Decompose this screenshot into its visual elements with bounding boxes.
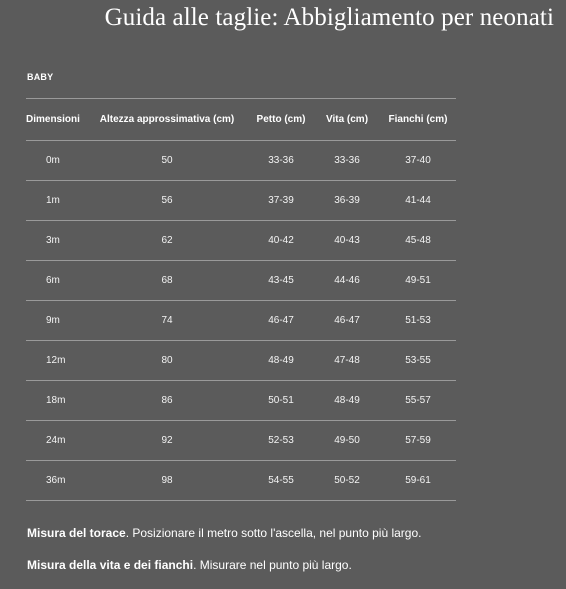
table-row: [26, 341, 456, 381]
chest-measure-note: [27, 526, 421, 540]
cell-altezza: 80: [161, 355, 173, 366]
cell-altezza: 50: [161, 155, 173, 166]
size-table: [26, 98, 456, 501]
cell-petto: 54-55: [268, 475, 294, 486]
cell-dimensioni: 9m: [46, 315, 60, 326]
cell-dimensioni: 6m: [46, 275, 60, 286]
cell-altezza: 92: [161, 435, 173, 446]
waist-hips-measure-note: [27, 558, 352, 572]
cell-dimensioni: 18m: [46, 395, 66, 406]
cell-dimensioni: 24m: [46, 435, 66, 446]
cell-fianchi: 37-40: [405, 155, 431, 166]
cell-dimensioni: 12m: [46, 355, 66, 366]
cell-vita: 48-49: [334, 395, 360, 406]
table-row: [26, 381, 456, 421]
cell-dimensioni: 36m: [46, 475, 66, 486]
waist-hips-measure-title: Misura della vita e dei fianchi: [27, 558, 194, 572]
cell-petto: 33-36: [268, 155, 294, 166]
cell-altezza: 98: [161, 475, 173, 486]
chest-measure-title: Misura del torace: [27, 526, 126, 540]
cell-fianchi: 41-44: [405, 195, 431, 206]
cell-dimensioni: 0m: [46, 155, 60, 166]
table-row: [26, 461, 456, 501]
cell-vita: 46-47: [334, 315, 360, 326]
table-row: [26, 181, 456, 221]
cell-vita: 36-39: [334, 195, 360, 206]
cell-petto: 52-53: [268, 435, 294, 446]
cell-vita: 44-46: [334, 275, 360, 286]
cell-petto: 48-49: [268, 355, 294, 366]
cell-petto: 43-45: [268, 275, 294, 286]
table-row: [26, 421, 456, 461]
table-row: [26, 141, 456, 181]
header-row: [26, 99, 456, 141]
cell-dimensioni: 1m: [46, 195, 60, 206]
cell-fianchi: 59-61: [405, 475, 431, 486]
cell-altezza: 68: [161, 275, 173, 286]
cell-petto: 46-47: [268, 315, 294, 326]
page-title: Guida alle taglie: Abbigliamento per neonati: [104, 4, 554, 31]
header-dimensioni: Dimensioni: [26, 114, 80, 125]
table-row: [26, 261, 456, 301]
cell-petto: 37-39: [268, 195, 294, 206]
cell-vita: 40-43: [334, 235, 360, 246]
waist-hips-measure-text: . Misurare nel punto più largo.: [193, 558, 352, 572]
cell-dimensioni: 3m: [46, 235, 60, 246]
header-vita: Vita (cm): [325, 114, 369, 125]
size-table-container: [26, 98, 456, 501]
section-label-baby: BABY: [27, 72, 54, 82]
size-table-head: [26, 99, 456, 141]
table-row: [26, 221, 456, 261]
cell-petto: 50-51: [268, 395, 294, 406]
header-altezza: Altezza approssimativa (cm): [99, 114, 235, 125]
cell-vita: 50-52: [334, 475, 360, 486]
cell-fianchi: 57-59: [405, 435, 431, 446]
cell-vita: 47-48: [334, 355, 360, 366]
table-row: [26, 301, 456, 341]
cell-fianchi: 55-57: [405, 395, 431, 406]
cell-fianchi: 51-53: [405, 315, 431, 326]
cell-fianchi: 49-51: [405, 275, 431, 286]
cell-altezza: 86: [161, 395, 173, 406]
cell-fianchi: 53-55: [405, 355, 431, 366]
cell-fianchi: 45-48: [405, 235, 431, 246]
size-table-body: [26, 141, 456, 501]
header-petto: Petto (cm): [256, 114, 306, 125]
cell-altezza: 62: [161, 235, 173, 246]
cell-altezza: 56: [161, 195, 173, 206]
header-fianchi: Fianchi (cm): [388, 114, 448, 125]
cell-petto: 40-42: [268, 235, 294, 246]
chest-measure-text: . Posizionare il metro sotto l'ascella, nel punto più largo.: [125, 526, 422, 540]
cell-vita: 49-50: [334, 435, 360, 446]
cell-altezza: 74: [161, 315, 173, 326]
cell-vita: 33-36: [334, 155, 360, 166]
